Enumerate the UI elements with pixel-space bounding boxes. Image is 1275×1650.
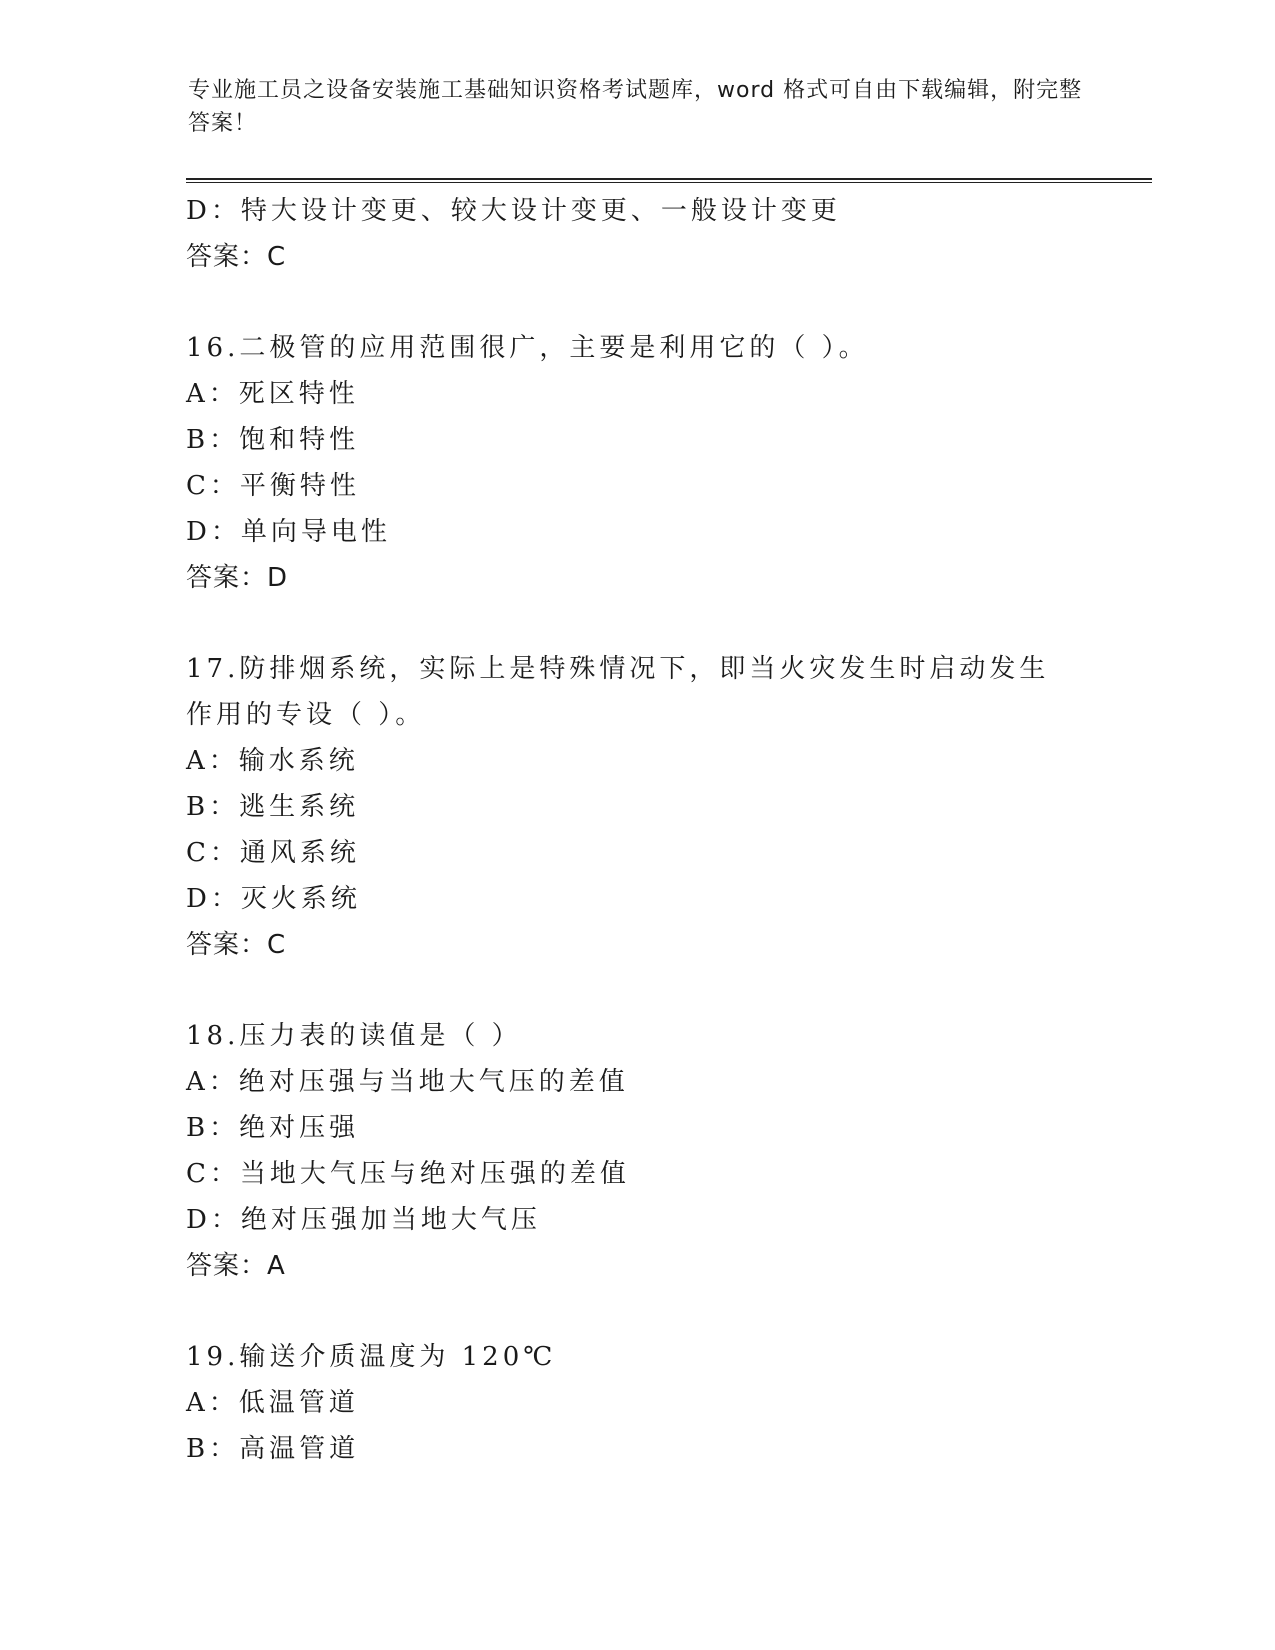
question-19 — [186, 1334, 1086, 1472]
option-d: D：绝对压强加当地大气压 — [186, 1205, 541, 1235]
option-c: C：通风系统 — [186, 838, 360, 868]
question-stem: 19.输送介质温度为 120℃ — [186, 1342, 557, 1372]
option-b: B：高温管道 — [186, 1434, 360, 1464]
question-list — [186, 188, 1086, 1472]
answer: 答案：C — [186, 242, 287, 272]
option-a: A：低温管道 — [186, 1388, 359, 1418]
option-b: B：饱和特性 — [186, 425, 360, 455]
document-header: 专业施工员之设备安装施工基础知识资格考试题库，word 格式可自由下载编辑，附完整答案！ — [188, 78, 1083, 136]
header-divider — [186, 178, 1152, 180]
question-stem: 16.二极管的应用范围很广，主要是利用它的（ ）。 — [186, 333, 869, 363]
header-divider-thin — [186, 182, 1152, 183]
answer: 答案：C — [186, 930, 287, 960]
previous-question-tail — [186, 188, 1086, 280]
option-a: A：死区特性 — [186, 379, 359, 409]
question-stem: 18.压力表的读值是（ ） — [186, 1021, 522, 1051]
question-17 — [186, 646, 1086, 968]
option-a: A：输水系统 — [186, 746, 359, 776]
option-d: D：灭火系统 — [186, 884, 361, 914]
question-stem: 17.防排烟系统，实际上是特殊情况下，即当火灾发生时启动发生作用的专设（ ）。 — [186, 654, 1050, 730]
question-18 — [186, 1013, 1086, 1289]
answer: 答案：D — [186, 563, 289, 593]
option-b: B：绝对压强 — [186, 1113, 360, 1143]
option-c: C：当地大气压与绝对压强的差值 — [186, 1159, 630, 1189]
option-d: D：特大设计变更、较大设计变更、一般设计变更 — [186, 196, 841, 226]
option-c: C：平衡特性 — [186, 471, 360, 501]
answer: 答案：A — [186, 1251, 286, 1281]
option-d: D：单向导电性 — [186, 517, 391, 547]
option-a: A：绝对压强与当地大气压的差值 — [186, 1067, 629, 1097]
question-16 — [186, 325, 1086, 601]
option-b: B：逃生系统 — [186, 792, 360, 822]
